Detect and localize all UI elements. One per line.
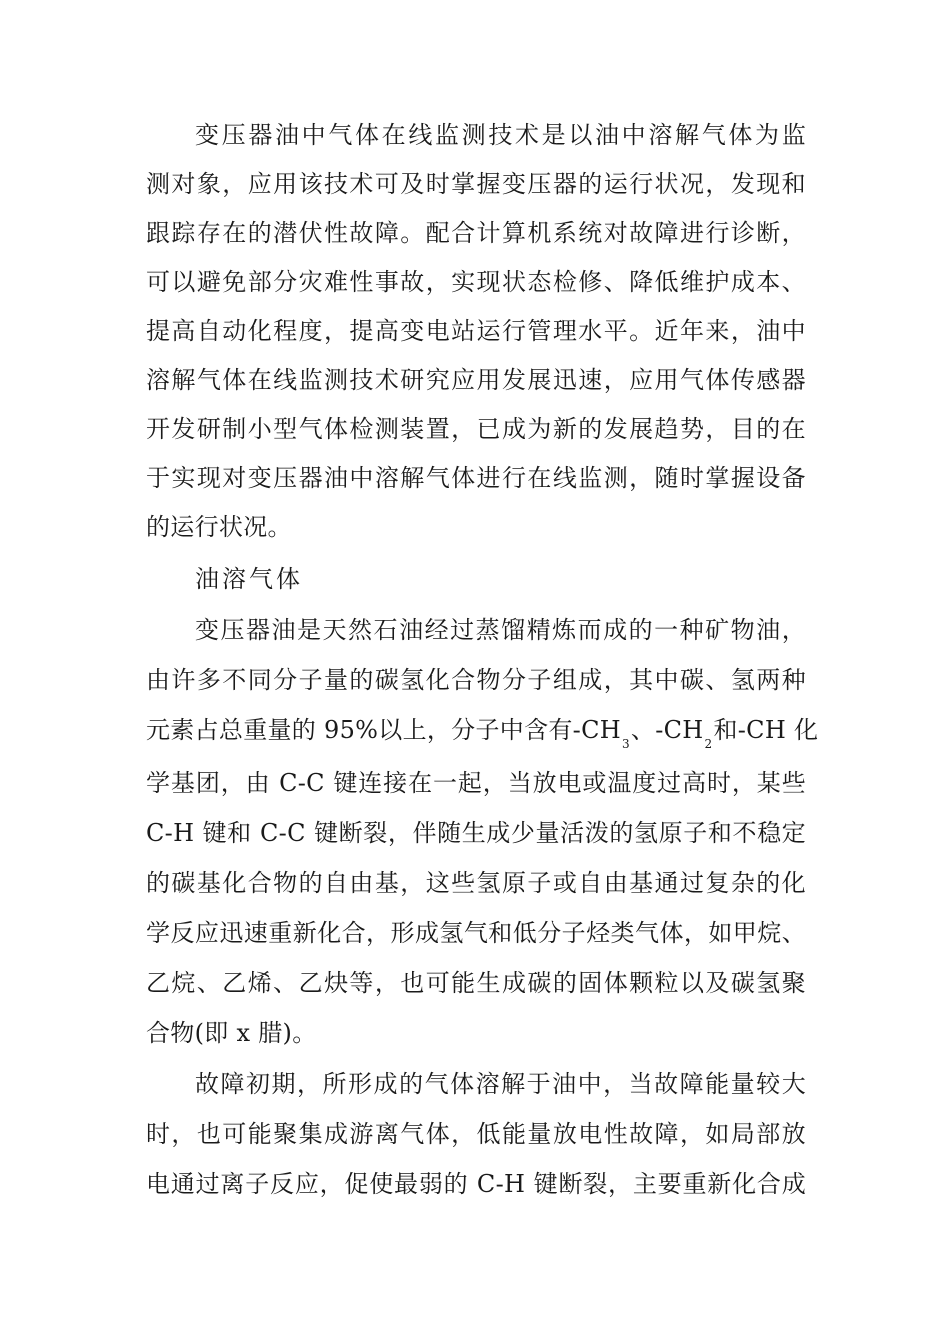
- subscript: 2: [704, 737, 713, 751]
- paragraph-1-line-4: 可以避免部分灾难性事故，实现状态检修、降低维护成本、: [146, 268, 806, 296]
- paragraph-2-line-1: 变压器油是天然石油经过蒸馏精炼而成的一种矿物油，: [195, 616, 806, 644]
- text-run: 和-CH 化: [713, 716, 819, 744]
- paragraph-1-line-7: 开发研制小型气体检测装置，已成为新的发展趋势，目的在: [146, 415, 806, 443]
- paragraph-1-line-9: 的运行状况。: [146, 513, 292, 541]
- paragraph-2-line-5: C-H 键和 C-C 键断裂，伴随生成少量活泼的氢原子和不稳定: [146, 819, 806, 847]
- paragraph-1-line-2: 测对象，应用该技术可及时掌握变压器的运行状况，发现和: [146, 170, 806, 198]
- text-run: 、-CH: [630, 716, 704, 744]
- paragraph-1-line-1: 变压器油中气体在线监测技术是以油中溶解气体为监: [195, 121, 806, 149]
- paragraph-2-line-9: 合物(即 x 腊)。: [146, 1019, 317, 1047]
- paragraph-2-line-6: 的碳基化合物的自由基，这些氢原子或自由基通过复杂的化: [146, 869, 806, 897]
- paragraph-1-line-8: 于实现对变压器油中溶解气体进行在线监测，随时掌握设备: [146, 464, 806, 492]
- paragraph-3-line-1: 故障初期，所形成的气体溶解于油中，当故障能量较大: [195, 1070, 806, 1098]
- section-heading: 油溶气体: [195, 565, 303, 593]
- paragraph-2-line-3: [146, 715, 819, 751]
- paragraph-1-line-6: 溶解气体在线监测技术研究应用发展迅速，应用气体传感器: [146, 366, 806, 394]
- paragraph-1-line-3: 跟踪存在的潜伏性故障。配合计算机系统对故障进行诊断，: [146, 219, 806, 247]
- paragraph-2-line-7: 学反应迅速重新化合，形成氢气和低分子烃类气体，如甲烷、: [146, 919, 806, 947]
- paragraph-1-line-5: 提高自动化程度，提高变电站运行管理水平。近年来，油中: [146, 317, 806, 345]
- paragraph-3-line-2: 时，也可能聚集成游离气体，低能量放电性故障，如局部放: [146, 1120, 806, 1148]
- subscript: 3: [621, 737, 630, 751]
- paragraph-2-line-2: 由许多不同分子量的碳氢化合物分子组成，其中碳、氢两种: [146, 666, 806, 694]
- text-run: 元素占总重量的 95%以上，分子中含有-CH: [146, 716, 621, 744]
- paragraph-2-line-4: 学基团，由 C-C 键连接在一起，当放电或温度过高时，某些: [146, 769, 806, 797]
- paragraph-3-line-3: 电通过离子反应，促使最弱的 C-H 键断裂，主要重新化合成: [146, 1170, 806, 1198]
- paragraph-2-line-8: 乙烷、乙烯、乙炔等，也可能生成碳的固体颗粒以及碳氢聚: [146, 969, 806, 997]
